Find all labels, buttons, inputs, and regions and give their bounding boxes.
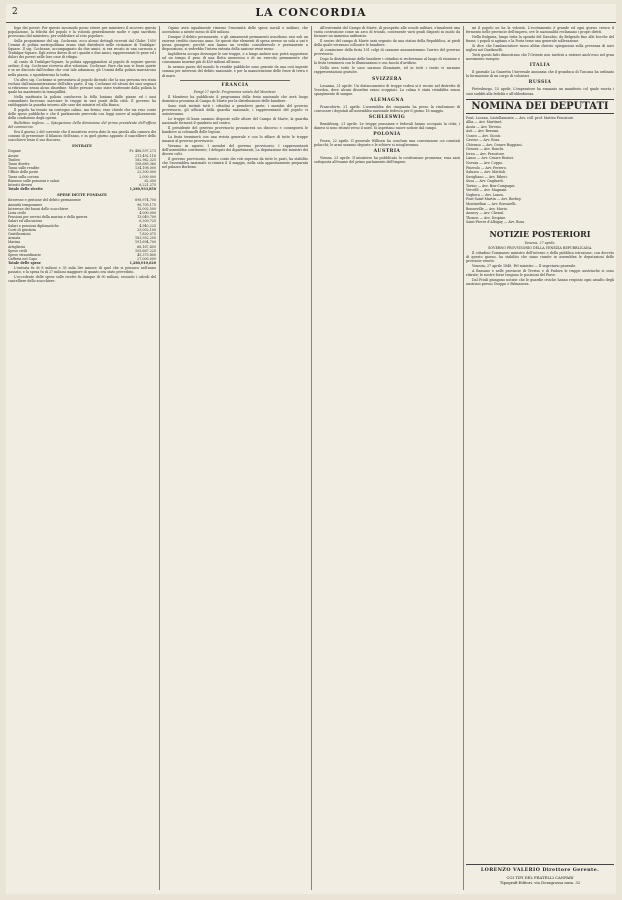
row-label: Spese straordinarie bbox=[8, 253, 41, 258]
column-rule bbox=[463, 26, 464, 890]
column-1 bbox=[8, 26, 156, 890]
page-number: 2 bbox=[12, 7, 18, 17]
budget-table bbox=[8, 149, 156, 191]
budget-title: ENTRATE bbox=[72, 144, 92, 149]
article-paragraph: Nella mattinata la polizia conduceva la folla lontano dalle piazze ed i suoi comandanti facevano marciare le truppe in vari punti della città. Il governo ha raddoppiato la guardia intorno alle case dei ministri ed alla Banca. bbox=[8, 94, 156, 107]
row-amount: 68,167,450 bbox=[137, 244, 156, 249]
deputy-entry: Vercelli — Avv. Magnani. bbox=[466, 188, 508, 193]
article-paragraph: A Bassano e nelle provincie di Treviso e di Padova le truppe austriache si sono ritirate; le nostre forze tengono le posizioni del Piave. bbox=[466, 268, 614, 278]
row-label: Interesse e gestione del debito permanente bbox=[8, 198, 81, 203]
row-label: Corti di giustizia bbox=[8, 227, 36, 232]
deputy-entry: Annecy — Avv. Chenal. bbox=[466, 211, 505, 216]
row-label: Spese civili bbox=[8, 248, 27, 253]
column-rule bbox=[159, 26, 160, 890]
row-label: Assise bbox=[8, 153, 19, 158]
column-2 bbox=[162, 26, 308, 890]
column-4 bbox=[466, 26, 614, 860]
article-paragraph: In nessun paese del mondo le rendite pubbliche sono gravate da una così ingente somma per interessi del debito nazionale, e per la manutenzione delle forze di terra e di mare. bbox=[162, 65, 308, 78]
row-label: Timbro bbox=[8, 157, 21, 162]
row-label: Armata bbox=[8, 236, 21, 241]
row-amount: 6,221,275 bbox=[139, 182, 156, 187]
deputy-entry: Pont-Saint-Martin — Avv. Borbey. bbox=[466, 197, 522, 202]
article-paragraph: Tutti questi fatti dimostrano che l'Oriente non tarderà a entrare anch'esso nel gran movimento europeo. bbox=[466, 53, 614, 62]
deputy-entry: Montmélian — Avv. Borsarelli. bbox=[466, 201, 517, 206]
article-paragraph: Era il giorno 2 del corrente che il ministero aveva dato la sua parola alla camera dei comuni di presentare il bilancio dell'anno, e in quel giorno appunto il cancelliere dello scacchiere lesse il suo discorso. bbox=[8, 130, 156, 143]
column-3 bbox=[314, 26, 460, 890]
section-heading: AUSTRIA bbox=[373, 148, 401, 154]
article-paragraph: Dunque il debito permanente, e gli armamenti permanenti assorbono essi soli un enorme credito ciascuno anno. Se questi due elementi di spesa avesse su sola a uni e possa giungere, perchè non hanno un credito considerevole e permanente a disposizione, si vedrebbe l'intera entrata della nazione venir meno. bbox=[162, 35, 308, 52]
section-heading: POLONIA bbox=[373, 131, 401, 137]
row-amount: 1,280,010,620 bbox=[129, 261, 156, 266]
row-label: Pensioni per servizi della marina e della guerra bbox=[8, 215, 88, 220]
article-paragraph: La festa terminerà con una rivista generale e con lo sfilare di tutte le truppe innanzi al governo provvisorio. bbox=[162, 135, 308, 144]
row-label: Tassa sulle rendite bbox=[8, 166, 40, 171]
article-paragraph: Il governo provvisorio, tenuto conto dei voti espressi da tutte le parti, ha stabilito che l'assemblea nazionale si riunirà il 4 maggio, nella sala appositamente preparata nel palazzo Borbone. bbox=[162, 157, 308, 170]
row-amount: 15,002,500 bbox=[137, 206, 156, 211]
deputy-entry: Bonneville — Avv. Marin. bbox=[466, 206, 508, 211]
article-paragraph: Losanna, 21 aprile. Un distaccamento di truppe vodesi si è recato nel distretto di Yverdon, dove alcuni disordini erano scoppiati. La calma è stata ristabilita senza spargimento di sangue. bbox=[314, 83, 460, 96]
deputy-entry: Alba — Avv. Martinet. bbox=[466, 120, 503, 125]
row-amount: Fr. 488,597,273 bbox=[129, 149, 156, 154]
article-paragraph: Oguno avrà ugualmente rimesso l'enormità delle spese navali e militari, che ascendono a niente meno di 456 milioni. bbox=[162, 26, 308, 35]
row-label: Cafferia nel Capo bbox=[8, 257, 38, 262]
dateline: Parigi 27 aprile. Programma votato dal Moniteur. bbox=[193, 89, 277, 94]
article-paragraph: Al cominciare della festa 101 colpi di cannone annunzieranno l'arrivo del governo provvisorio. bbox=[314, 48, 460, 57]
article-paragraph: Nella sera tutte le case saranno illuminate, ed in tutti i teatri vi saranno rappresentazioni gratuite. bbox=[314, 66, 460, 75]
expense-table bbox=[8, 198, 156, 265]
row-amount: 211,492,116 bbox=[135, 153, 156, 158]
deputy-entry: Saluzzo — Avv. Mattioli. bbox=[466, 170, 507, 175]
row-amount: 6,309,725 bbox=[139, 219, 156, 224]
printer-line: COI TIPI DEL FRATELLI CANFARI bbox=[506, 875, 574, 880]
article-paragraph: Il Moniteur ha pubblicato il programma della festa nazionale che avrà luogo domenica prossima al Campo di Marte per la distribuzione delle bandiere. bbox=[162, 94, 308, 103]
deputy-entry: Aosta — Avv. Teresio. bbox=[466, 124, 502, 129]
row-label: Annuità temporanee bbox=[8, 202, 43, 207]
row-label: Lista civile bbox=[8, 211, 27, 215]
article-paragraph: All'estremità del Campo di Marte, di prospetto alle scuole militari, s'innalzerà una vasta costruzione come un arco di trionfo, contenente varii gradi disposti in modo da formare un immenso anfiteatro. bbox=[314, 26, 460, 39]
deputy-entry: Cuneo — Avv. Gionti. bbox=[466, 133, 501, 138]
deputy-entry: Chivasso — Avv. Cesare Boggiani. bbox=[466, 142, 523, 147]
row-amount: 191,694,700 bbox=[135, 240, 156, 245]
deputy-entry: Cavour — Avv. Rosa. bbox=[466, 138, 501, 143]
masthead bbox=[6, 4, 616, 23]
row-amount: 134,108,000 bbox=[135, 166, 156, 171]
section-heading: FRANCIA bbox=[221, 82, 249, 88]
deputy-entry: Genova — Avv. Ronchi. bbox=[466, 147, 505, 152]
section-heading: ITALIA bbox=[529, 63, 551, 69]
section-heading: SCHLESWIG bbox=[368, 114, 406, 120]
article-paragraph: L'entrata fu di 8 milioni e 35 mila lire minore di quel che si pensava nell'anno passato, e la spesa fu di 27 milioni maggiore di quanto era stato preveduto. bbox=[8, 265, 156, 274]
article-paragraph: Si dice che l'ambasciatore russo abbia chiesto spiegazioni sulla presenza di navi inglesi nei Dardanelli. bbox=[466, 44, 614, 53]
deputy-entry: Asti — Avv. Bersani. bbox=[466, 129, 500, 134]
article-paragraph: Il centro del campo di Marte sarà segnato da una statua della Repubblica, ai piedi della quale verranno collocate le bandiere. bbox=[314, 39, 460, 48]
article-paragraph: lego dei poveri. Per questo incomodo posso estere per ministero il sicovero questa popolazione, la felicità del popolo e la volontà generalmente molte e ogni sacrifizio provocano dal ministero, per soddisfare al voto popolare. bbox=[8, 26, 156, 39]
table-row bbox=[8, 187, 156, 191]
article-paragraph: Le truppe di linea saranno disposte sulle alture del Campo di Marte, la guardia nazionale formerà il quadrato nel centro. bbox=[162, 116, 308, 125]
row-label: Dogane bbox=[8, 149, 21, 154]
column-rule bbox=[311, 26, 312, 890]
newspaper-page bbox=[6, 4, 616, 894]
article-paragraph: GOVERNO PROVVISORIO DELLA VENEZIA REPUBBLICANA. bbox=[487, 245, 593, 250]
newspaper-title: LA CONCORDIA bbox=[255, 6, 367, 19]
row-amount: 22,300,000 bbox=[137, 170, 156, 175]
row-amount: 27,000,000 bbox=[137, 257, 156, 262]
row-amount: 182,962,325 bbox=[135, 157, 156, 162]
row-amount: 62,000 bbox=[144, 178, 156, 183]
row-amount: 105,667,225 bbox=[135, 248, 156, 253]
section-heading: SVIZZERA bbox=[371, 76, 403, 82]
deputy-entry: Pont, Locana, Castellamonte — Avv. coll. prof. Matteo Pescatore. bbox=[466, 115, 575, 120]
article-paragraph: mi il popolo ne ha la volontà. L'eccitamento è grande ed ogni giorno cresce il fermento nelle provincie dell'impero, ove le nazionalità reclamano i propri diritti. bbox=[466, 26, 614, 35]
row-amount: 4,000,000 bbox=[139, 211, 156, 215]
deputy-entry: Pinerolo — Avv. Ferrero. bbox=[466, 165, 507, 170]
article-paragraph: Il popolo ha tenuto un contegno calmo, ma fermo; esso chiede che sia reso conto delle spese pubbliche e che il parlamento provveda con leggi nuove al miglioramento della condizione degli operai. bbox=[8, 107, 156, 120]
article-paragraph: L'eccedente delle spese sulle ricette fu dunque di 90 milioni, secondo i calcoli del cancelliere dello scacchiere. bbox=[8, 274, 156, 283]
row-label: Salari ed allocazioni bbox=[8, 219, 42, 224]
row-label: Rimesse sulle pensioni e salari bbox=[8, 178, 60, 183]
article-paragraph: Bullettino inglese. — Spiegazione della dimissione del primo presidente dell'ufficio del commercio. bbox=[8, 121, 156, 130]
article-paragraph: Rendsburg, 21 aprile. Le truppe prussiane e federali hanno occupato la città; i danesi si sono ritirati verso il nord. Si aspettano nuove notizie dal campo. bbox=[314, 121, 460, 130]
deputy-entry: Lanzo — Avv. Cesare Ristori. bbox=[466, 156, 514, 161]
row-label: Artiglieria bbox=[8, 244, 26, 249]
article-paragraph: Il presidente del governo provvisorio pronuncerà un discorso e consegnerà le bandiere ai colonnelli delle legioni. bbox=[162, 125, 308, 134]
article-paragraph: Dopo la distribuzione delle bandiere i cittadini si recheranno al luogo di riunione e la festa terminerà con le illuminazioni e con fuochi d'artifizio. bbox=[314, 57, 460, 66]
row-amount: 183,952,200 bbox=[135, 236, 156, 241]
article-paragraph: Sulla proposizione del sig. Cochrane, ecco alcuni dettagli ricevuti dal Globe: 1050 Uomini di polizia metropolitana erano stati distribuiti nelle vicinanze di Trafalgar-Square. Il sig. Cochrane, accompagnato da due amici, si era recato in una carrozza a Trafalgar-Square. Egli aveva dietro di sè i quadri e due amici, rappresentati le pene ed i dolori dei poveri nelle loro case di rifugio. bbox=[8, 39, 156, 60]
article-paragraph: Pietroburgo, 15 aprile. L'imperatore ha emanato un manifesto col quale esorta i suoi sudditi alla fedeltà e all'obbedienza. bbox=[466, 87, 614, 96]
row-label: Gratificazioni bbox=[8, 232, 31, 237]
article-paragraph: Un altro sig. Cochrane si presentava al popolo dicendo che la sua persona era stata esclusa dall'amministrazione dell'altra parte, il sig. Cochrane ed alcuni dei suoi seguaci si ritirarono senza alcun disordine. Molte persone sono state trattenute dalla polizia la quale ha mantenuto la tranquillità. bbox=[8, 77, 156, 94]
deputies-list bbox=[466, 116, 614, 225]
article-paragraph: Il cittadino Tommaseo ministro dell'interno e della pubblica istruzione, con decreto di questo giorno, ha stabilito che siano riunite in assemblea le deputazioni delle provincie venete. bbox=[466, 250, 614, 263]
article-paragraph: Venezia, 27 aprile 1848. Pel ministro — Il segretario generale. bbox=[472, 263, 577, 268]
row-label: Salari e pensioni diplomatiche bbox=[8, 223, 59, 228]
article-paragraph: Nella Bulgaria, lungo tutta la sponda del Danubio, da Belgrado fino alle bocche del fiume, i popoli si agitano e la Porta teme una generale sollevazione. bbox=[466, 35, 614, 44]
row-label: Interesse dei buoni dello scacchiere bbox=[8, 206, 69, 211]
deputies-heading: NOMINA DEI DEPUTATI bbox=[466, 99, 614, 114]
row-amount: 1,280,933,850 bbox=[129, 187, 156, 192]
article-paragraph: Posen, 22 aprile. Il generale Willisen ha concluso una convenzione coi comitati polacchi; le armi saranno deposte e le schiere si scioglieranno. bbox=[314, 138, 460, 147]
row-amount: 25,002,100 bbox=[137, 227, 156, 232]
expense-title: SPESE DETTE FONDATE bbox=[57, 193, 107, 198]
deputy-entry: Torino — Avv. Bon-Compagni. bbox=[466, 183, 516, 188]
late-news-heading: NOTIZIE POSTERIORI bbox=[489, 228, 591, 239]
row-label: Totale delle spese bbox=[8, 261, 41, 266]
row-label: Uffizio delle poste bbox=[8, 170, 39, 175]
article-paragraph: Versano in agosto: I membri del governo provvisorio; I rappresentanti dell'assemblea costituente; I delegati dei dipartimenti; La deputazione dei ministri dei diversi culti. bbox=[162, 144, 308, 157]
deputy-entry: Novara — Avv. Coppa. bbox=[466, 161, 504, 166]
deputy-entry: Saint-Pierre d'Albigny — Avv. Rosa. bbox=[466, 220, 526, 225]
deputy-entry: Thonon — Avv. Despine. bbox=[466, 215, 507, 220]
article-paragraph: Dal Friuli giungono notizie che le guardie civiche hanno respinto ogni assalto degli austriaci presso Osoppo e Palmanova. bbox=[466, 278, 614, 287]
article-paragraph: Vienna, 23 aprile. Il ministero ha pubblicato la costituzione promessa; essa sarà sottoposta all'esame del primo parlamento dell'impero. bbox=[314, 155, 460, 164]
row-amount: 45,375,800 bbox=[137, 253, 156, 258]
row-label: Introiti diversi bbox=[8, 182, 33, 187]
dateline: Venezia, 27 aprile. bbox=[524, 240, 556, 245]
row-label: Tassa sulla corona bbox=[8, 174, 39, 179]
row-label: Marina bbox=[8, 240, 21, 245]
section-heading: RUSSIA bbox=[528, 80, 552, 86]
deputy-entry: Ivrea — Avv. Pescatore. bbox=[466, 151, 506, 156]
row-amount: 7,820,075 bbox=[139, 232, 156, 237]
printer-address: Tipografi-Editori, via Doragrossa num. 32 bbox=[499, 880, 581, 885]
row-label: Tasse dirette bbox=[8, 161, 30, 166]
article-paragraph: Sono stati invitati tutti i cittadini a prendervi parte; i membri del governo provvisorio, gli ufficiali della guardia nazionale, i rappresentanti del popolo vi assisteranno. bbox=[162, 103, 308, 116]
colophon bbox=[466, 864, 614, 885]
article-paragraph: Il giornale La Gazzetta Universale annunzia che il granduca di Toscana ha ordinato la formazione di un corpo di volontari. bbox=[466, 70, 614, 79]
article-paragraph: Inghilterra occupa dovunque le sue truppe, e a lungo andare non potrà sopportare ad un tempo il peso di una flotta numerosa e di un esercito permanente che consumano insieme più di 450 milioni all'anno. bbox=[162, 52, 308, 65]
row-label: Totale delle ricette bbox=[8, 187, 43, 192]
row-amount: 4,940,225 bbox=[139, 223, 156, 228]
row-amount: 96,705,175 bbox=[137, 202, 156, 207]
section-heading: ALEMAGNA bbox=[369, 97, 404, 103]
deputy-entry: Savigliano — Avv. Riberi. bbox=[466, 174, 508, 179]
editor-line: LORENZO VALERIO Direttore Gerente. bbox=[480, 867, 600, 873]
article-paragraph: Al canto di Trafalgar-Square, la polizia appoggiandosi al popolo di seguire questo ordine; il sig. Cochrane riceveva altri volontari, Cochrane. Pare che non vi fosse quiete e se ne discosto dall'ordine che così tale adunanza, gli Uomini della polizia marciarono nella piazza, e sgombrarono la turba. bbox=[8, 60, 156, 77]
row-amount: 2,000,000 bbox=[139, 174, 156, 179]
divider bbox=[180, 80, 290, 81]
deputy-entry: Voghera — Avv. Lanza. bbox=[466, 192, 504, 197]
article-paragraph: Francoforte, 21 aprile. L'assemblea dei cinquanta ha preso la risoluzione di convocare i deputati all'assemblea nazionale tedesca per il giorno 18 maggio. bbox=[314, 104, 460, 113]
row-amount: 13,049,700 bbox=[137, 215, 156, 220]
row-amount: 108,689,360 bbox=[135, 161, 156, 166]
row-amount: 698,974,700 bbox=[135, 198, 156, 203]
deputy-entry: Susa — Avv. Gagliardi. bbox=[466, 179, 504, 184]
